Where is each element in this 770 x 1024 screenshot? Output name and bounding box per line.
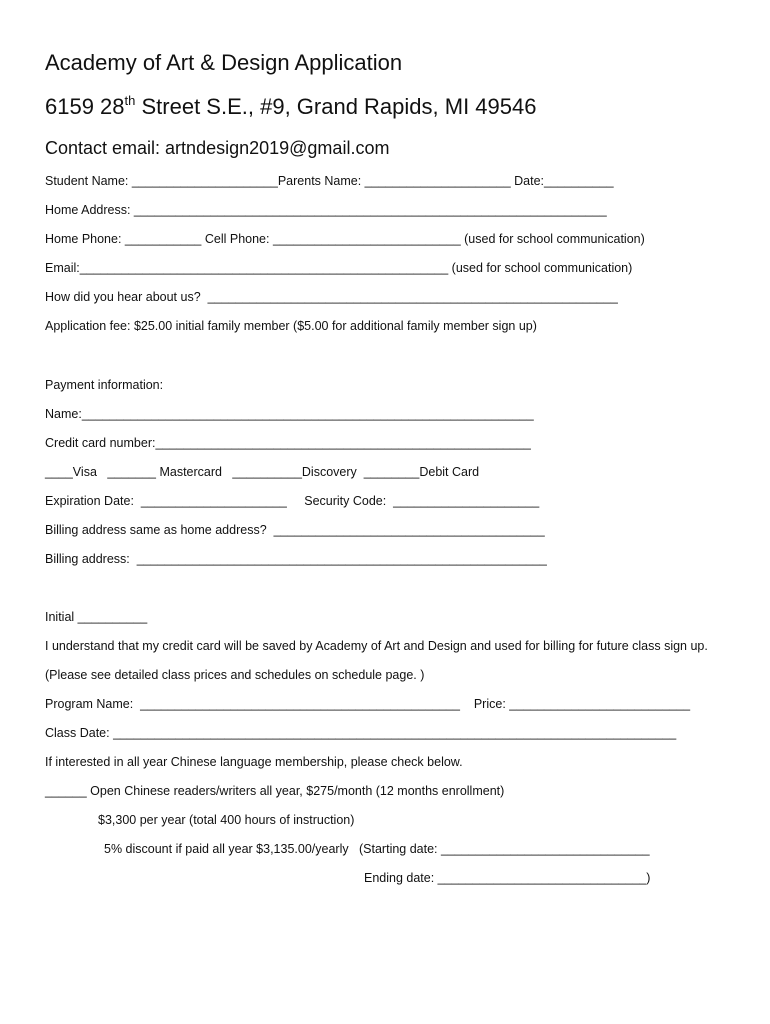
address-rest: Street S.E., #9, Grand Rapids, MI 49546 bbox=[135, 94, 537, 119]
per-year-price-text: $3,300 per year (total 400 hours of instruction) bbox=[98, 813, 355, 827]
address-superscript: th bbox=[124, 93, 136, 108]
student-name-row[interactable]: Student Name: _____________________Parents Name: _____________________ Date:__________ bbox=[45, 174, 614, 188]
schedule-note: (Please see detailed class prices and schedules on schedule page. ) bbox=[45, 668, 425, 682]
open-chinese-option-row[interactable]: ______ Open Chinese readers/writers all year, $275/month (12 months enrollment) bbox=[45, 784, 505, 798]
referral-source-row[interactable]: How did you hear about us? ___________________________________________________________ bbox=[45, 290, 618, 304]
expiration-security-row[interactable]: Expiration Date: _____________________ Security Code: _____________________ bbox=[45, 494, 540, 508]
cardholder-name-row[interactable]: Name:_________________________________________________________________ bbox=[45, 407, 534, 421]
payment-heading: Payment information: bbox=[45, 378, 164, 392]
billing-address-row[interactable]: Billing address: ___________________________________________________________ bbox=[45, 552, 547, 566]
email-row[interactable]: Email:_____________________________________________________ (used for school communication) bbox=[45, 261, 633, 275]
card-type-row[interactable]: ____Visa _______ Mastercard __________Discovery ________Debit Card bbox=[45, 465, 480, 479]
ending-date-row[interactable]: Ending date: ______________________________) bbox=[364, 871, 651, 885]
credit-card-number-row[interactable]: Credit card number:______________________________________________________ bbox=[45, 436, 531, 450]
class-date-row[interactable]: Class Date: _________________________________________________________________________________ bbox=[45, 726, 677, 740]
phone-row[interactable]: Home Phone: ___________ Cell Phone: ___________________________ (used for school communication) bbox=[45, 232, 645, 246]
membership-intro: If interested in all year Chinese language membership, please check below. bbox=[45, 755, 463, 769]
contact-email: Contact email: artndesign2019@gmail.com bbox=[45, 138, 390, 158]
home-address-row[interactable]: Home Address: ____________________________________________________________________ bbox=[45, 203, 607, 217]
program-price-row[interactable]: Program Name: ______________________________________________ Price: __________________________ bbox=[45, 697, 691, 711]
billing-same-address-row[interactable]: Billing address same as home address? _______________________________________ bbox=[45, 523, 545, 537]
address-number-street: 6159 28 bbox=[45, 94, 125, 119]
page-title: Academy of Art & Design Application bbox=[45, 50, 403, 75]
application-fee-text: Application fee: $25.00 initial family member ($5.00 for additional family member sign up) bbox=[45, 319, 537, 333]
initial-row[interactable]: Initial __________ bbox=[45, 610, 148, 624]
school-address bbox=[45, 93, 537, 119]
discount-starting-date-row[interactable]: 5% discount if paid all year $3,135.00/yearly (Starting date: ______________________________ bbox=[104, 842, 650, 856]
card-authorization-text: I understand that my credit card will be saved by Academy of Art and Design and used for billing for future class sign up. bbox=[45, 639, 708, 653]
